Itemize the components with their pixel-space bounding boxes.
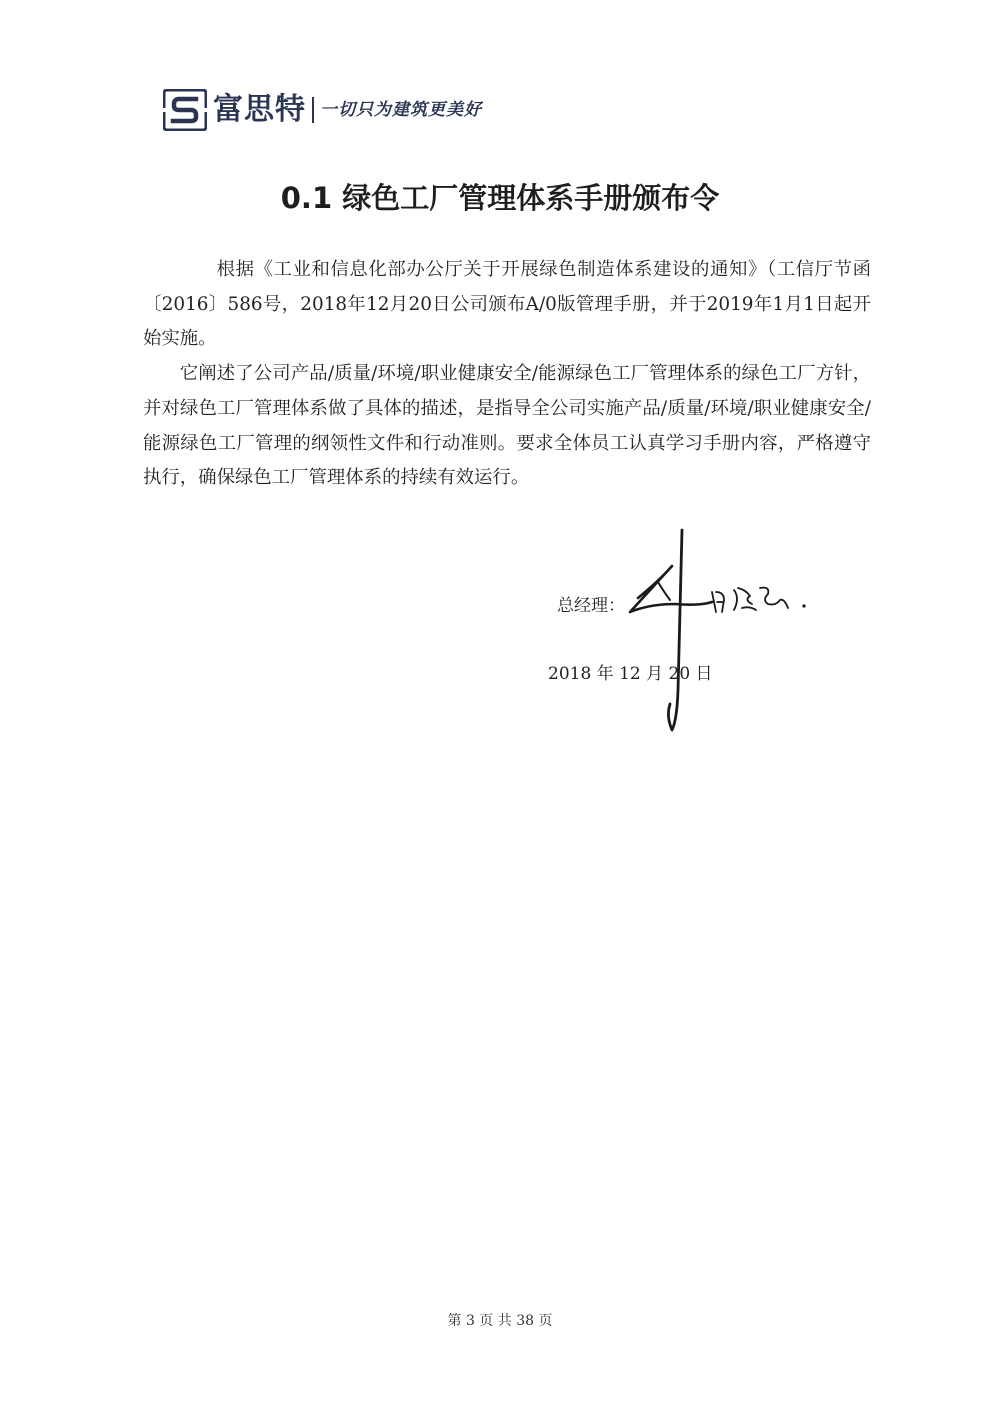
paragraph-scope: 它阐述了公司产品/质量/环境/职业健康安全/能源绿色工厂管理体系的绿色工厂方针，并对绿色工厂管理体系做了具体的描述，是指导全公司实施产品/质量/环境/职业健康安全/能源绿色工厂管理的纲领性文件和行动准则。要求全体员工认真学习手册内容，严格遵守执行，确保绿色工厂管理体系的持续有效运行。	[143, 363, 871, 489]
document-body	[143, 253, 871, 496]
brand-name: 富思特	[213, 92, 306, 127]
signer-label: 总经理：	[557, 596, 625, 616]
handwritten-signature	[620, 520, 820, 740]
fst-logo-icon	[163, 89, 207, 131]
brand-slogan: 一切只为建筑更美好	[320, 100, 482, 120]
paragraph-promulgation: 根据《工业和信息化部办公厅关于开展绿色制造体系建设的通知》（工信厅节函〔2016〕586号，2018年12月20日公司颁布A/0版管理手册，并于2019年1月1日起开始实施。	[143, 259, 871, 350]
page-number: 第 3 页 共 38 页	[447, 1313, 553, 1329]
page-header	[163, 89, 482, 131]
signature-date: 2018 年 12 月 20 日	[548, 664, 713, 684]
document-title: 0.1 绿色工厂管理体系手册颁布令	[280, 181, 720, 215]
brand-divider	[312, 97, 314, 123]
